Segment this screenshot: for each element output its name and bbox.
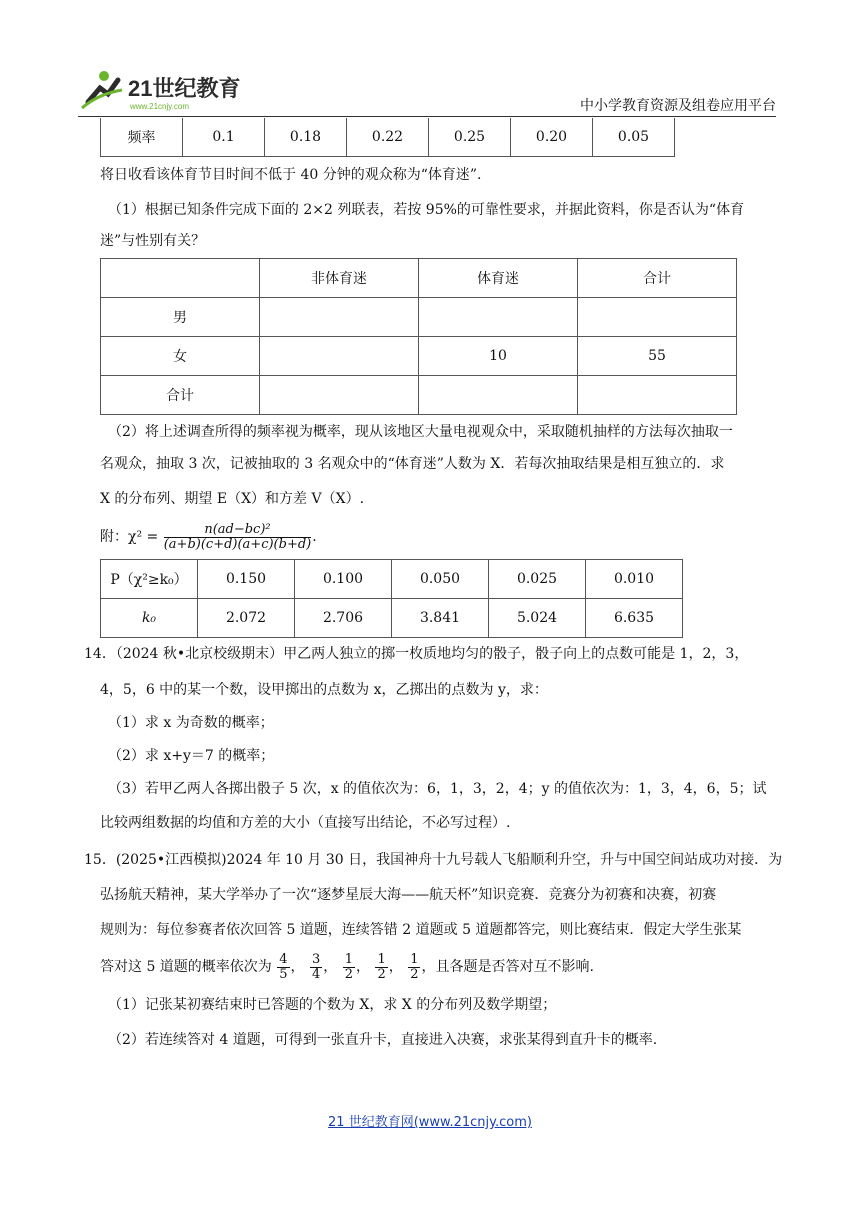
appendix-label: 附：χ² =	[100, 529, 159, 545]
probability-fraction	[375, 953, 387, 982]
table-row	[101, 298, 737, 337]
q13-intro: 将日收看该体育节目时间不低于 40 分钟的观众称为“体育迷”.	[100, 167, 482, 183]
table-cell	[578, 298, 737, 337]
table-cell: k₀	[101, 599, 198, 638]
table-cell: 0.05	[593, 118, 675, 157]
table-cell: 0.100	[295, 560, 392, 599]
logo-url-text: www.21cnjy.com	[130, 102, 189, 111]
chi-square-formula	[100, 522, 317, 552]
q15-line4-prefix: 答对这 5 道题的概率依次为	[100, 959, 272, 975]
fraction-denominator: 4	[312, 966, 321, 982]
table-header-cell: 合计	[578, 259, 737, 298]
table-cell: 0.22	[347, 118, 429, 157]
table-cell: 6.635	[586, 599, 683, 638]
q14-part1: （1）求 x 为奇数的概率；	[108, 715, 274, 731]
table-cell: 10	[419, 337, 578, 376]
q14-line2: 4，5，6 中的某一个数，设甲掷出的点数为 x，乙掷出的点数为 y，求：	[100, 682, 548, 698]
fraction-denominator: 2	[410, 966, 419, 982]
table-cell	[260, 298, 419, 337]
table-row	[101, 259, 737, 298]
table-cell	[419, 298, 578, 337]
table-header-cell: 体育迷	[419, 259, 578, 298]
fraction-numerator: 4	[279, 951, 288, 967]
table-cell: 2.072	[198, 599, 295, 638]
logo-text: 21世纪教育	[128, 76, 241, 101]
fraction-numerator: 1	[344, 951, 354, 967]
table-cell: 0.050	[392, 560, 489, 599]
q15-line3: 规则为：每位参赛者依次回答 5 道题，连续答错 2 道题或 5 道题都答完，则比赛结束．假定大学生张某	[100, 922, 742, 938]
q13-part2-line3: X 的分布列、期望 E（X）和方差 V（X）.	[100, 491, 365, 507]
probability-fraction	[277, 953, 289, 982]
table-cell: 0.010	[586, 560, 683, 599]
site-logo	[78, 64, 258, 114]
probability-fraction	[408, 953, 420, 982]
fraction-numerator: 1	[377, 951, 386, 967]
formula-numerator: n(ad−bc)²	[164, 523, 312, 538]
formula-end: .	[312, 529, 317, 545]
frequency-table	[100, 118, 675, 157]
table-cell: 频率	[101, 118, 183, 157]
table-header-cell: 非体育迷	[260, 259, 419, 298]
table-cell: 女	[101, 337, 260, 376]
q15-line4-suffix: ，且各题是否答对互不影响.	[421, 959, 594, 975]
formula-fraction	[164, 523, 312, 552]
table-cell: 55	[578, 337, 737, 376]
fraction-numerator: 3	[312, 951, 321, 967]
table-cell	[260, 376, 419, 415]
probability-fraction	[343, 953, 355, 982]
table-cell	[419, 376, 578, 415]
probability-fraction	[310, 953, 322, 982]
fraction-denominator: 5	[279, 966, 288, 982]
q13-part2-line1: （2）将上述调查所得的频率视为概率，现从该地区大量电视观众中，采取随机抽样的方法每次抽取一	[108, 424, 733, 440]
table-cell: 0.25	[429, 118, 511, 157]
table-cell: 3.841	[392, 599, 489, 638]
table-header-cell	[101, 259, 260, 298]
q14-part2: （2）求 x+y＝7 的概率；	[108, 748, 275, 764]
q13-part1-line2: 迷”与性别有关？	[100, 233, 206, 249]
q15-line1: 15．(2025•江西模拟)2024 年 10 月 30 日，我国神舟十九号载人飞船顺利升空，升与中国空间站成功对接．为	[84, 852, 783, 868]
table-cell: 0.18	[265, 118, 347, 157]
table-row	[101, 560, 683, 599]
header-divider	[78, 116, 776, 117]
table-row	[101, 337, 737, 376]
q14-line1: 14．（2024 秋•北京校级期末）甲乙两人独立的掷一枚质地均匀的骰子，骰子向上的点数可能是 1，2，3，	[84, 646, 749, 662]
q13-part2-line2: 名观众，抽取 3 次，记被抽取的 3 名观众中的“体育迷”人数为 X．若每次抽取结果是相互独立的．求	[100, 456, 725, 472]
formula-denominator: (a+b)(c+d)(a+c)(b+d)	[163, 536, 312, 552]
fraction-numerator: 1	[410, 951, 419, 967]
table-cell: 0.025	[489, 560, 586, 599]
table-cell: 0.20	[511, 118, 593, 157]
table-cell: 0.150	[198, 560, 295, 599]
fraction-denominator: 2	[344, 966, 354, 982]
table-cell	[578, 376, 737, 415]
table-cell: 5.024	[489, 599, 586, 638]
table-cell: 合计	[101, 376, 260, 415]
table-row	[101, 599, 683, 638]
table-cell	[260, 337, 419, 376]
contingency-table	[100, 258, 737, 415]
q15-part1: （1）记张某初赛结束时已答题的个数为 X，求 X 的分布列及数学期望；	[108, 997, 557, 1013]
critical-value-table	[100, 559, 683, 638]
fraction-denominator: 2	[377, 966, 386, 982]
q14-part3-line1: （3）若甲乙两人各掷出骰子 5 次，x 的值依次为：6，1，3，2，4；y 的值依次为：1，3，4，6，5；试	[108, 781, 767, 797]
table-cell: 0.1	[183, 118, 265, 157]
q15-line2: 弘扬航天精神，某大学举办了一次“逐梦星辰大海——航天杯”知识竞赛．竞赛分为初赛和决赛，初赛	[100, 887, 717, 903]
footer-link[interactable]: 21 世纪教育网(www.21cnjy.com)	[328, 1115, 532, 1130]
q15-part2: （2）若连续答对 4 道题，可得到一张直升卡，直接进入决赛，求张某得到直升卡的概率.	[108, 1032, 658, 1048]
platform-name: 中小学教育资源及组卷应用平台	[580, 98, 776, 114]
table-row	[101, 376, 737, 415]
q13-part1-line1: （1）根据已知条件完成下面的 2×2 列联表，若按 95%的可靠性要求，并据此资料，你是否认为“体育	[108, 202, 745, 218]
table-cell: P（χ²≥k₀）	[101, 560, 198, 599]
table-cell: 男	[101, 298, 260, 337]
q15-line4: 答对这 5 道题的概率依次为 $\frac{4}{5}$ ， $\frac{3}{4}$ ， $\frac{1}{2}$ ， $\frac{1}{2}$ ， $\frac{1}{2}$ ，且各题是否答对互不影响.	[100, 951, 594, 982]
table-row	[101, 118, 675, 157]
q14-part3-line2: 比较两组数据的均值和方差的大小（直接写出结论，不必写过程）.	[100, 815, 511, 831]
table-cell: 2.706	[295, 599, 392, 638]
